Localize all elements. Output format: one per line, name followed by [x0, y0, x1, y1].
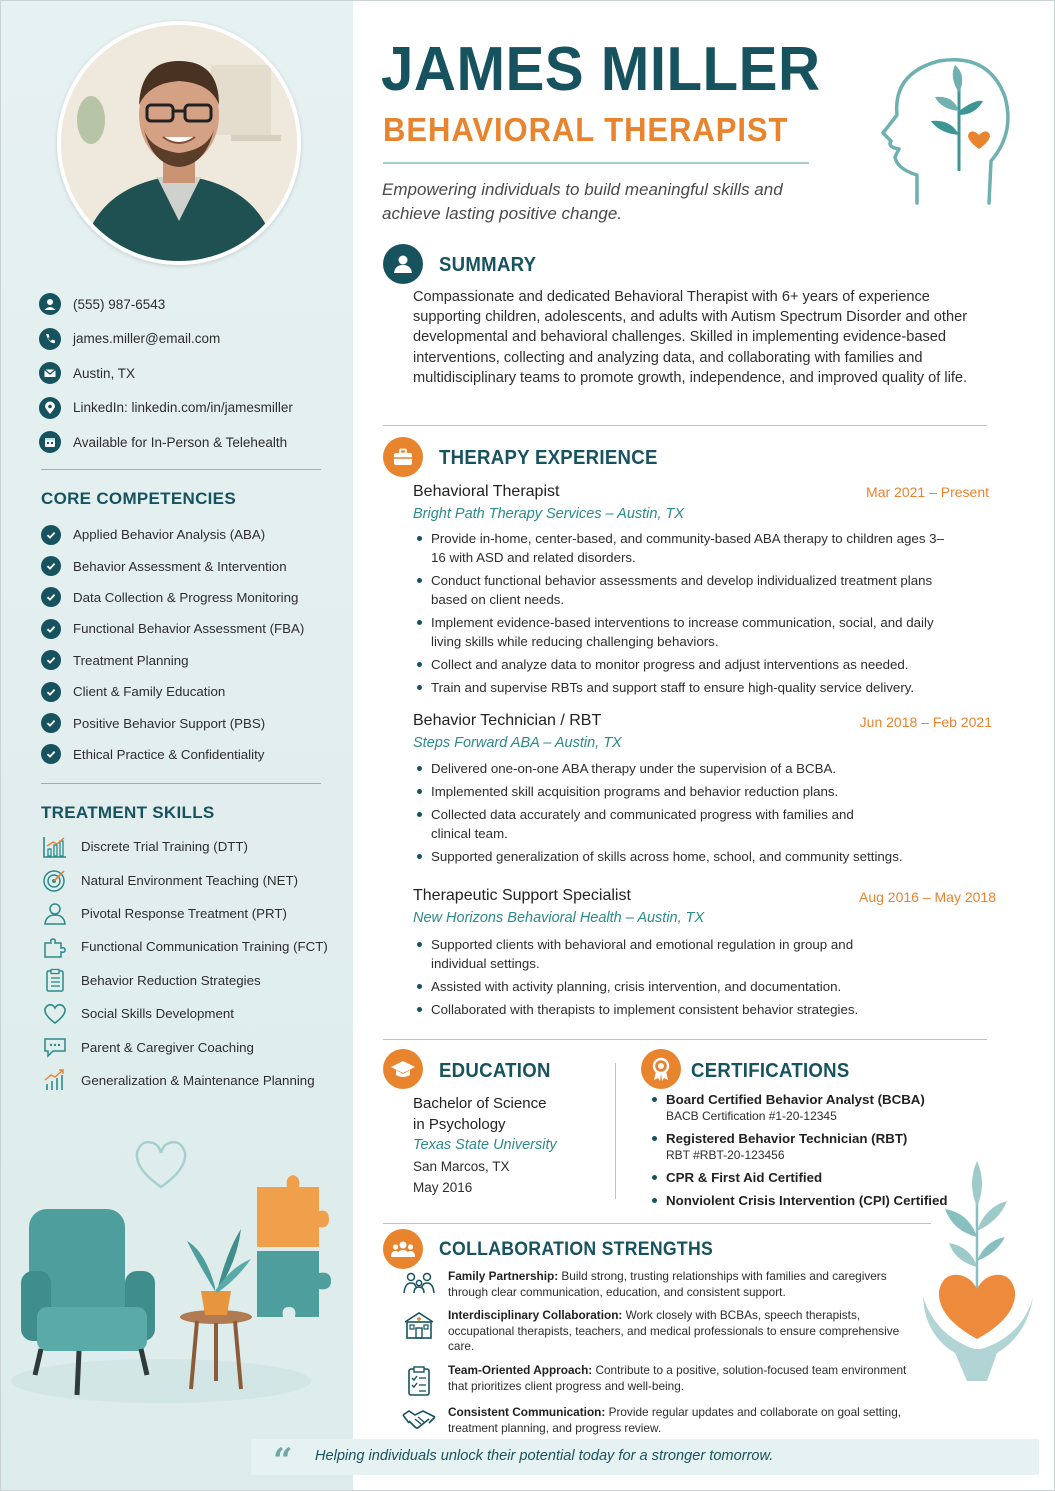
school-location: San Marcos, TX — [413, 1159, 510, 1174]
contact-text: Austin, TX — [73, 365, 136, 381]
tagline: Empowering individuals to build meaningful skills and achieve lasting positive change. — [382, 180, 783, 223]
skills-list — [41, 830, 351, 1097]
briefcase-icon — [383, 437, 423, 477]
contact-availability — [39, 425, 339, 460]
list-item — [651, 1130, 951, 1163]
collaboration-label: Team-Oriented Approach: — [448, 1362, 593, 1377]
job-date: Aug 2016 – May 2018 — [859, 889, 996, 905]
section-divider — [383, 1223, 931, 1224]
sidebar-illustration — [1, 1131, 353, 1431]
hands-heart-illustration — [915, 1157, 1045, 1397]
quote-icon: “ — [273, 1441, 293, 1481]
competency-text: Treatment Planning — [73, 652, 189, 668]
skill-text: Generalization & Maintenance Planning — [81, 1072, 315, 1088]
certifications-list — [651, 1091, 951, 1215]
check-icon — [41, 525, 61, 545]
check-icon — [41, 744, 61, 764]
contact-text: (555) 987-6543 — [73, 296, 166, 312]
competencies-list — [41, 519, 341, 770]
list-item: Supported clients with behavioral and emotional regulation in group and individual settings. — [415, 935, 871, 973]
experience-heading: THERAPY EXPERIENCE — [439, 447, 658, 469]
certification-name: Registered Behavior Technician (RBT) — [666, 1131, 908, 1146]
quote-text: Helping individuals unlock their potential today for a stronger tomorrow. — [315, 1448, 774, 1464]
contact-linkedin[interactable] — [39, 391, 339, 426]
location-pin-icon — [39, 397, 61, 419]
certification-name: CPR & First Aid Certified — [666, 1170, 823, 1185]
phone-icon — [39, 328, 61, 350]
list-item — [41, 997, 351, 1030]
candidate-name: JAMES MILLER — [381, 35, 821, 104]
list-item: Assisted with activity planning, crisis intervention, and documentation. — [415, 977, 945, 996]
contact-email[interactable] — [39, 322, 339, 357]
list-item — [41, 645, 341, 676]
job-organization: Steps Forward ABA – Austin, TX — [413, 735, 622, 751]
skill-text: Social Skills Development — [81, 1006, 234, 1022]
list-item — [41, 676, 341, 707]
list-item: Collected data accurately and communicated progress with families and clinical team. — [415, 805, 871, 843]
person-icon — [41, 900, 69, 926]
list-item — [41, 519, 341, 550]
head-growth-icon — [877, 53, 1017, 209]
contact-phone — [39, 287, 339, 322]
job-title: Therapeutic Support Specialist — [413, 887, 631, 904]
chart-icon — [41, 834, 69, 860]
competencies-heading: CORE COMPETENCIES — [41, 489, 236, 508]
sidebar-divider — [41, 469, 321, 470]
job-title: Behavior Technician / RBT — [413, 712, 602, 729]
list-item — [41, 739, 341, 770]
job-date: Mar 2021 – Present — [866, 484, 989, 500]
degree-line-2: in Psychology — [413, 1116, 506, 1133]
list-item: Implement evidence-based interventions to increase communication, social, and daily living skills while reducing challenging behaviors. — [415, 613, 945, 651]
collaboration-label: Family Partnership: — [448, 1269, 559, 1283]
competency-text: Applied Behavior Analysis (ABA) — [73, 527, 266, 543]
contact-text: Available for In-Person & Telehealth — [73, 434, 288, 450]
list-item — [41, 863, 351, 896]
job-date: Jun 2018 – Feb 2021 — [859, 714, 992, 730]
candidate-role: BEHAVIORAL THERAPIST — [383, 111, 789, 148]
collaboration-desc: Contribute to a positive, solution-focused team environment that prioritizes client progress and well-being. — [448, 1362, 907, 1393]
collaboration-text — [448, 1269, 921, 1300]
education-heading: EDUCATION — [439, 1060, 551, 1082]
skills-heading: TREATMENT SKILLS — [41, 803, 215, 822]
list-item: Collect and analyze data to monitor progress and adjust interventions as needed. — [415, 655, 945, 674]
summary-heading: SUMMARY — [439, 254, 537, 276]
section-divider — [383, 425, 987, 426]
collaboration-text — [448, 1363, 921, 1394]
competency-text: Data Collection & Progress Monitoring — [73, 589, 299, 605]
title-divider — [383, 162, 809, 164]
list-item: Delivered one-on-one ABA therapy under the supervision of a BCBA. — [415, 759, 945, 778]
family-icon — [401, 1269, 437, 1295]
list-item — [41, 1064, 351, 1097]
contact-text: james.miller@email.com — [73, 331, 221, 347]
list-item — [41, 897, 351, 930]
list-item — [41, 550, 341, 581]
check-icon — [41, 556, 61, 576]
school-name: Texas State University — [413, 1137, 557, 1153]
competency-text: Positive Behavior Support (PBS) — [73, 715, 266, 731]
collaboration-heading: COLLABORATION STRENGTHS — [439, 1239, 714, 1260]
competency-text: Behavior Assessment & Intervention — [73, 558, 287, 574]
skill-text: Functional Communication Training (FCT) — [81, 939, 328, 955]
collaboration-list — [401, 1269, 921, 1444]
list-item — [41, 613, 341, 644]
column-divider — [615, 1063, 616, 1199]
handshake-icon — [401, 1405, 437, 1431]
list-item — [651, 1169, 951, 1186]
puzzle-icon — [41, 934, 69, 960]
email-icon — [39, 362, 61, 384]
job-bullets — [415, 529, 945, 701]
profile-photo — [57, 21, 301, 265]
skill-text: Pivotal Response Treatment (PRT) — [81, 905, 287, 921]
check-icon — [41, 650, 61, 670]
certification-name: Board Certified Behavior Analyst (BCBA) — [666, 1092, 925, 1107]
check-icon — [41, 713, 61, 733]
list-item — [41, 964, 351, 997]
list-item: Implemented skill acquisition programs and behavior reduction plans. — [415, 782, 945, 801]
growth-chart-icon — [41, 1067, 69, 1093]
building-icon — [401, 1308, 437, 1340]
target-icon — [41, 867, 69, 893]
competency-text: Ethical Practice & Confidentiality — [73, 746, 265, 762]
user-circle-icon — [39, 293, 61, 315]
sidebar — [1, 1, 353, 1491]
job-organization: Bright Path Therapy Services – Austin, TX — [413, 506, 685, 522]
skill-text: Parent & Caregiver Coaching — [81, 1039, 254, 1055]
list-item — [401, 1308, 921, 1355]
check-icon — [41, 682, 61, 702]
contact-location — [39, 356, 339, 391]
list-item — [41, 707, 341, 738]
heart-icon — [41, 1001, 69, 1027]
job-bullets — [415, 935, 945, 1023]
award-ribbon-icon — [641, 1049, 681, 1089]
certification-id: BACB Certification #1-20-12345 — [666, 1109, 837, 1123]
competency-text: Client & Family Education — [73, 684, 226, 700]
list-item: Conduct functional behavior assessments and develop individualized treatment plans based on client needs. — [415, 571, 945, 609]
job-bullets — [415, 759, 945, 870]
list-item — [651, 1192, 951, 1209]
sidebar-divider — [41, 783, 321, 784]
collaboration-text — [448, 1308, 921, 1355]
education-block — [413, 1093, 603, 1198]
list-item — [41, 1030, 351, 1063]
collaboration-text — [448, 1405, 921, 1436]
graduation-date: May 2016 — [413, 1180, 473, 1195]
competency-text: Functional Behavior Assessment (FBA) — [73, 621, 305, 637]
collaboration-label: Interdisciplinary Collaboration: — [448, 1308, 623, 1323]
checklist-icon — [401, 1363, 437, 1397]
list-item — [41, 930, 351, 963]
collaboration-label: Consistent Communication: — [448, 1404, 606, 1419]
degree-line-1: Bachelor of Science — [413, 1095, 547, 1112]
check-icon — [41, 619, 61, 639]
list-item — [41, 582, 341, 613]
section-divider — [383, 1039, 987, 1040]
collaboration-desc: Build strong, trusting relationships with families and caregivers through clear communication, education, and consistent support. — [448, 1269, 887, 1299]
summary-text: Compassionate and dedicated Behavioral Therapist with 6+ years of experience supporting children, adolescents, and adults with Autism Spectrum Disorder and other developmental and behavioral challenges. Skilled in implementing evidence-based interventions, collecting and analyzing data, and collaborating with families and multidisciplinary teams to promote growth, independence, and improved quality of life. — [413, 289, 968, 386]
calendar-icon — [39, 431, 61, 453]
list-item — [401, 1269, 921, 1300]
check-icon — [41, 587, 61, 607]
job-title: Behavioral Therapist — [413, 483, 560, 500]
list-item — [401, 1405, 921, 1436]
collaboration-desc: Work closely with BCBAs, speech therapists, occupational therapists, teachers, and medical professionals to ensure comprehensive care. — [448, 1308, 900, 1354]
skill-text: Natural Environment Teaching (NET) — [81, 872, 299, 888]
skill-text: Behavior Reduction Strategies — [81, 972, 261, 988]
collaboration-desc: Provide regular updates and collaborate on goal setting, treatment planning, and progress review. — [448, 1404, 902, 1435]
skill-text: Discrete Trial Training (DTT) — [81, 839, 248, 855]
list-item: Collaborated with therapists to implement consistent behavior strategies. — [415, 1000, 945, 1019]
contact-text: LinkedIn: linkedin.com/in/jamesmiller — [73, 400, 293, 416]
team-icon — [383, 1229, 423, 1269]
contact-list — [39, 287, 339, 460]
list-item: Provide in-home, center-based, and community-based ABA therapy to children ages 3–16 with ASD and related disorders. — [415, 529, 945, 567]
list-item — [41, 830, 351, 863]
certification-name: Nonviolent Crisis Intervention (CPI) Certified — [666, 1193, 948, 1208]
graduation-cap-icon — [383, 1049, 423, 1089]
summary-icon — [383, 244, 423, 284]
list-item — [401, 1363, 921, 1397]
list-item: Train and supervise RBTs and support staff to ensure high-quality service delivery. — [415, 678, 971, 697]
list-item: Supported generalization of skills across home, school, and community settings. — [415, 847, 971, 866]
clipboard-icon — [41, 967, 69, 993]
list-item — [651, 1091, 951, 1124]
certifications-heading: CERTIFICATIONS — [691, 1060, 850, 1082]
certification-id: RBT #RBT-20-123456 — [666, 1148, 785, 1162]
chat-bubble-icon — [41, 1034, 69, 1060]
job-organization: New Horizons Behavioral Health – Austin, TX — [413, 910, 705, 926]
